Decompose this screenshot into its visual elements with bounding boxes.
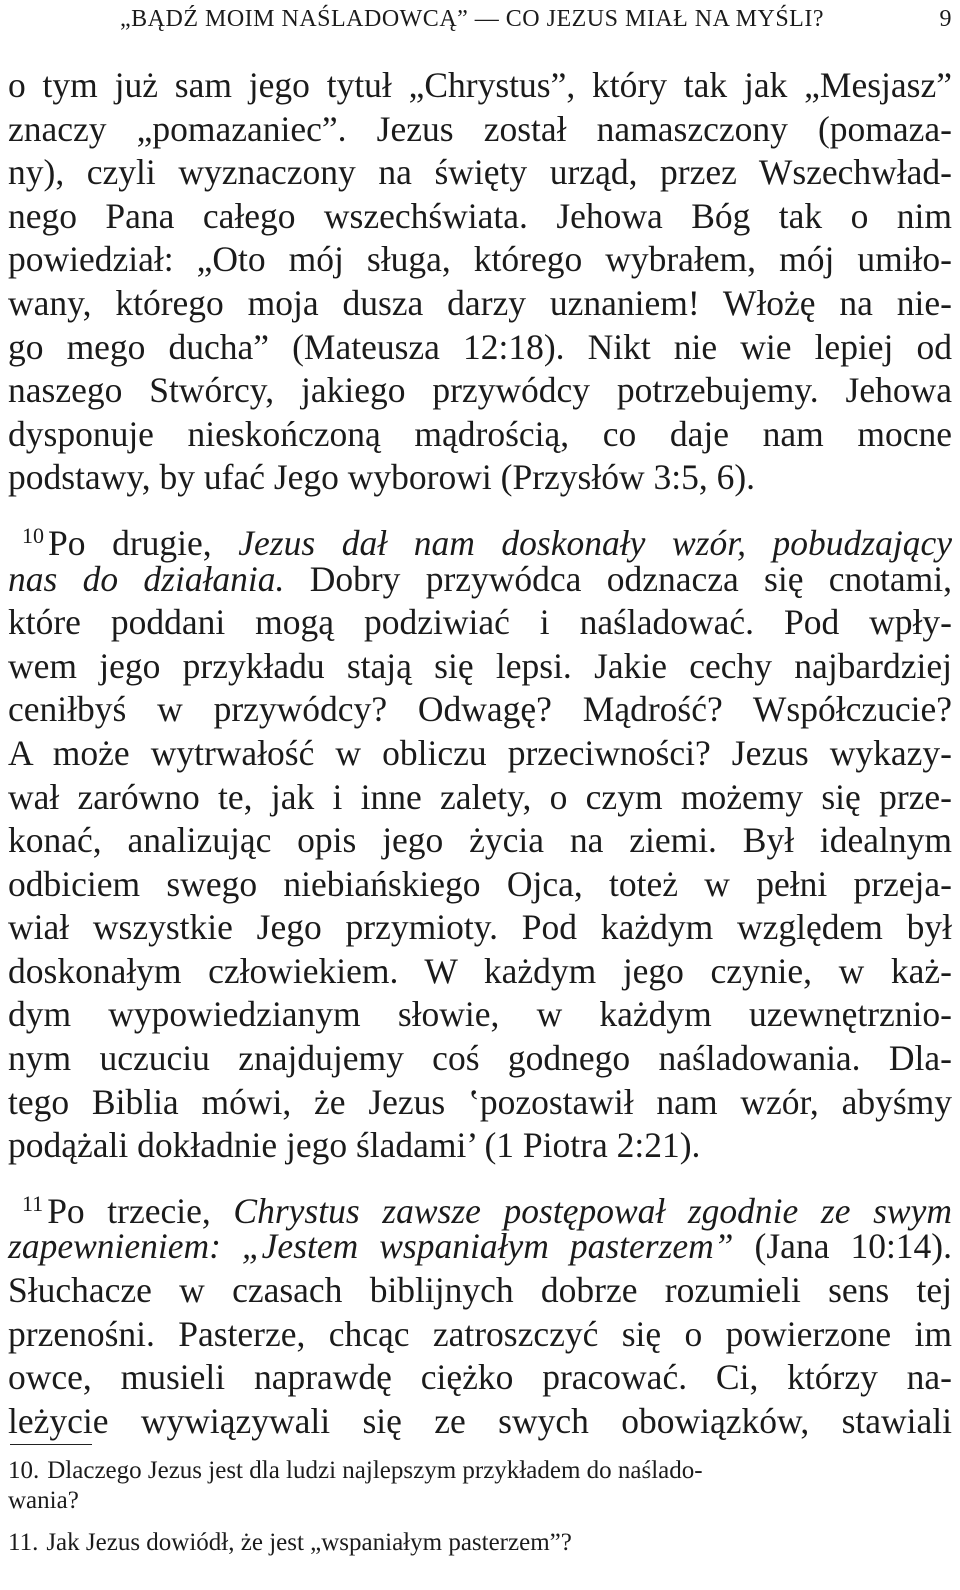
text-run-italic: Chrystus zawsze postępował zgodnie ze swym <box>233 1190 952 1231</box>
text-line: go mego ducha” (Mateusza 12:18). Nikt nie wie lepiej od <box>8 326 952 367</box>
paragraph-number: 10 <box>22 522 44 548</box>
footnote-10 <box>8 1456 952 1486</box>
text-line <box>8 1225 952 1269</box>
text-line: leżycie wywiązywali się ze swych obowiązków, stawiali <box>8 1400 952 1441</box>
running-title: „BĄDŹ MOIM NAŚLADOWCĄ” — CO JEZUS MIAŁ NA MYŚLI? <box>120 6 824 32</box>
text-line: wem jego przykładu stają się lepsi. Jakie cechy najbardziej <box>8 645 952 686</box>
text-line: dym wypowiedzianym słowie, w każdym uzewnętrznio- <box>8 994 952 1035</box>
text-line: dysponuje nieskończoną mądrością, co daje nam mocne <box>8 413 952 454</box>
footnotes <box>8 1456 952 1558</box>
paragraph-number: 11 <box>22 1190 44 1216</box>
text-line: wał zarówno te, jak i inne zalety, o czym możemy się prze- <box>8 776 952 817</box>
text-line: podążali dokładnie jego śladami’ (1 Piotra 2:21). <box>8 1125 701 1166</box>
text-line: odbiciem swego niebiańskiego Ojca, toteż w pełni przeja- <box>8 863 952 904</box>
text-run: Dobry przywódca odznacza się cnotami, <box>284 558 952 599</box>
footnote-text: Dlaczego Jezus jest dla ludzi najlepszym przykładem do naślado- <box>47 1457 703 1484</box>
text-line: naszego Stwórcy, jakiego przywódcy potrzebujemy. Jehowa <box>8 370 952 411</box>
text-line: A może wytrwałość w obliczu przeciwności? Jezus wykazy- <box>8 732 952 773</box>
text-line: Słuchacze w czasach biblijnych dobrze rozumieli sens tej <box>8 1270 952 1311</box>
text-run: (Jana 10:14). <box>733 1226 952 1267</box>
footnote-text: Jak Jezus dowiódł, że jest „wspaniałym pasterzem”? <box>46 1529 572 1556</box>
text-run: Po trzecie, <box>47 1190 234 1231</box>
text-line: ny), czyli wyznaczony na święty urząd, przez Wszechwład- <box>8 152 952 193</box>
text-run-italic: nas do działania. <box>8 558 285 599</box>
footnote-number: 11. <box>8 1529 39 1556</box>
body-text <box>8 64 952 1443</box>
running-header <box>120 6 952 40</box>
text-line: nym uczuciu znajdujemy coś godnego naśladowania. Dla- <box>8 1038 952 1079</box>
text-line: nego Pana całego wszechświata. Jehowa Bóg tak o nim <box>8 195 952 236</box>
text-line: podstawy, by ufać Jego wyborowi (Przysłów 3:5, 6). <box>8 457 756 498</box>
text-run-italic: zapewnieniem: „Jestem wspaniałym pasterzem” <box>8 1226 734 1267</box>
text-line: wany, którego moja dusza darzy uznaniem! Włożę na nie- <box>8 282 952 323</box>
footnote-divider <box>10 1444 92 1445</box>
text-line: które poddani mogą podziwiać i naśladować. Pod wpły- <box>8 602 952 643</box>
text-run-italic: Jezus dał nam doskonały wzór, pobudzający <box>238 522 952 563</box>
page-number: 9 <box>939 6 952 32</box>
text-line: ceniłbyś w przywódcy? Odwagę? Mądrość? Współczucie? <box>8 689 952 730</box>
text-line: konać, analizując opis jego życia na ziemi. Był idealnym <box>8 820 952 861</box>
text-line <box>8 558 952 602</box>
footnote-10-continued: wania? <box>8 1487 79 1514</box>
text-line: znaczy „pomazaniec”. Jezus został namaszczony (pomaza- <box>8 108 952 149</box>
footnote-number: 10. <box>8 1457 40 1484</box>
paragraph-11-line <box>8 1182 952 1231</box>
text-line: owce, musieli naprawdę ciężko pracować. Ci, którzy na- <box>8 1357 952 1398</box>
footnote-11 <box>8 1528 952 1558</box>
text-line: przenośni. Pasterze, chcąc zatroszczyć się o powierzone im <box>8 1313 952 1354</box>
text-line: powiedział: „Oto mój sługa, którego wybrałem, mój umiło- <box>8 239 952 280</box>
paragraph-10-line <box>8 514 952 563</box>
text-line: o tym już sam jego tytuł „Chrystus”, który tak jak „Mesjasz” <box>8 65 952 105</box>
text-line: wiał wszystkie Jego przymioty. Pod każdym względem był <box>8 907 952 948</box>
text-line: tego Biblia mówi, że Jezus ‛pozostawił nam wzór, abyśmy <box>8 1081 952 1122</box>
text-run: Po drugie, <box>48 522 239 563</box>
text-line: doskonałym człowiekiem. W każdym jego czynie, w każ- <box>8 950 952 991</box>
